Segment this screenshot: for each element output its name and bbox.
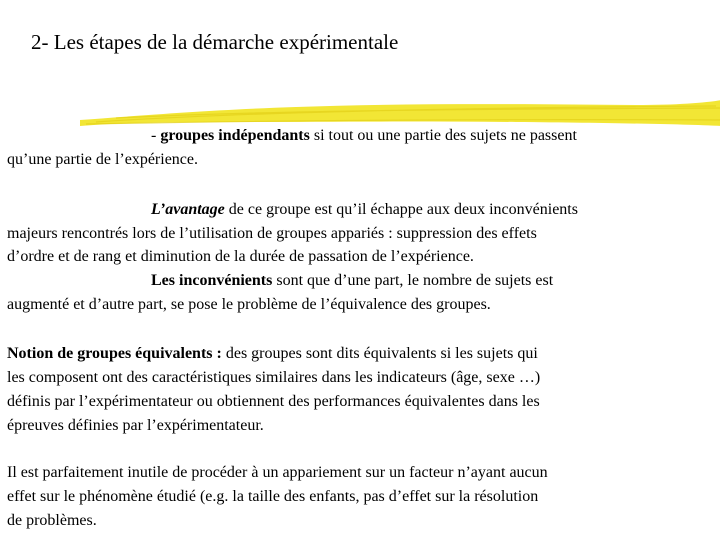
slide-title: 2- Les étapes de la démarche expérimentale [31, 30, 399, 54]
advantage-line-1 [151, 198, 578, 221]
indep-groups-text: si tout ou une partie des sujets ne passent [309, 127, 577, 144]
pairing-note-line-2: effet sur le phénomène étudié (e.g. la taille des enfants, pas d’effet sur la résolution [7, 488, 539, 505]
term-inconvenients: Les inconvénients [151, 272, 273, 289]
pairing-note-line-1: Il est parfaitement inutile de procéder à un appariement sur un facteur n’ayant aucun [7, 464, 548, 481]
equivalent-groups-line-3: définis par l’expérimentateur ou obtiennent des performances équivalentes dans les [7, 393, 540, 410]
equivalent-groups-line-1 [7, 342, 538, 365]
drawbacks-text: sont que d’une part, le nombre de sujets est [272, 272, 554, 289]
bullet-dash: - [151, 127, 161, 144]
advantage-line-3: d’ordre et de rang et diminution de la durée de passation de l’expérience. [7, 248, 474, 265]
drawbacks-line-1 [151, 269, 553, 292]
indep-groups-line-2: qu’une partie de l’expérience. [7, 151, 199, 168]
pairing-note-line-3: de problèmes. [7, 512, 97, 529]
equivalent-groups-text: des groupes sont dits équivalents si les sujets qui [221, 345, 538, 362]
equivalent-groups-line-4: épreuves définies par l’expérimentateur. [7, 417, 264, 434]
term-groupes-equivalents: Notion de groupes équivalents : [7, 345, 222, 362]
term-groupes-independants: groupes indépendants [160, 127, 310, 144]
advantage-text: de ce groupe est qu’il échappe aux deux inconvénients [224, 201, 578, 218]
term-avantage: L’avantage [151, 201, 225, 218]
indep-groups-line-1 [151, 124, 577, 147]
equivalent-groups-line-2: les composent ont des caractéristiques similaires dans les indicateurs (âge, sexe …) [7, 369, 541, 386]
advantage-line-2: majeurs rencontrés lors de l’utilisation de groupes appariés : suppression des effets [7, 225, 537, 242]
drawbacks-line-2: augmenté et d’autre part, se pose le problème de l’équivalence des groupes. [7, 296, 491, 313]
